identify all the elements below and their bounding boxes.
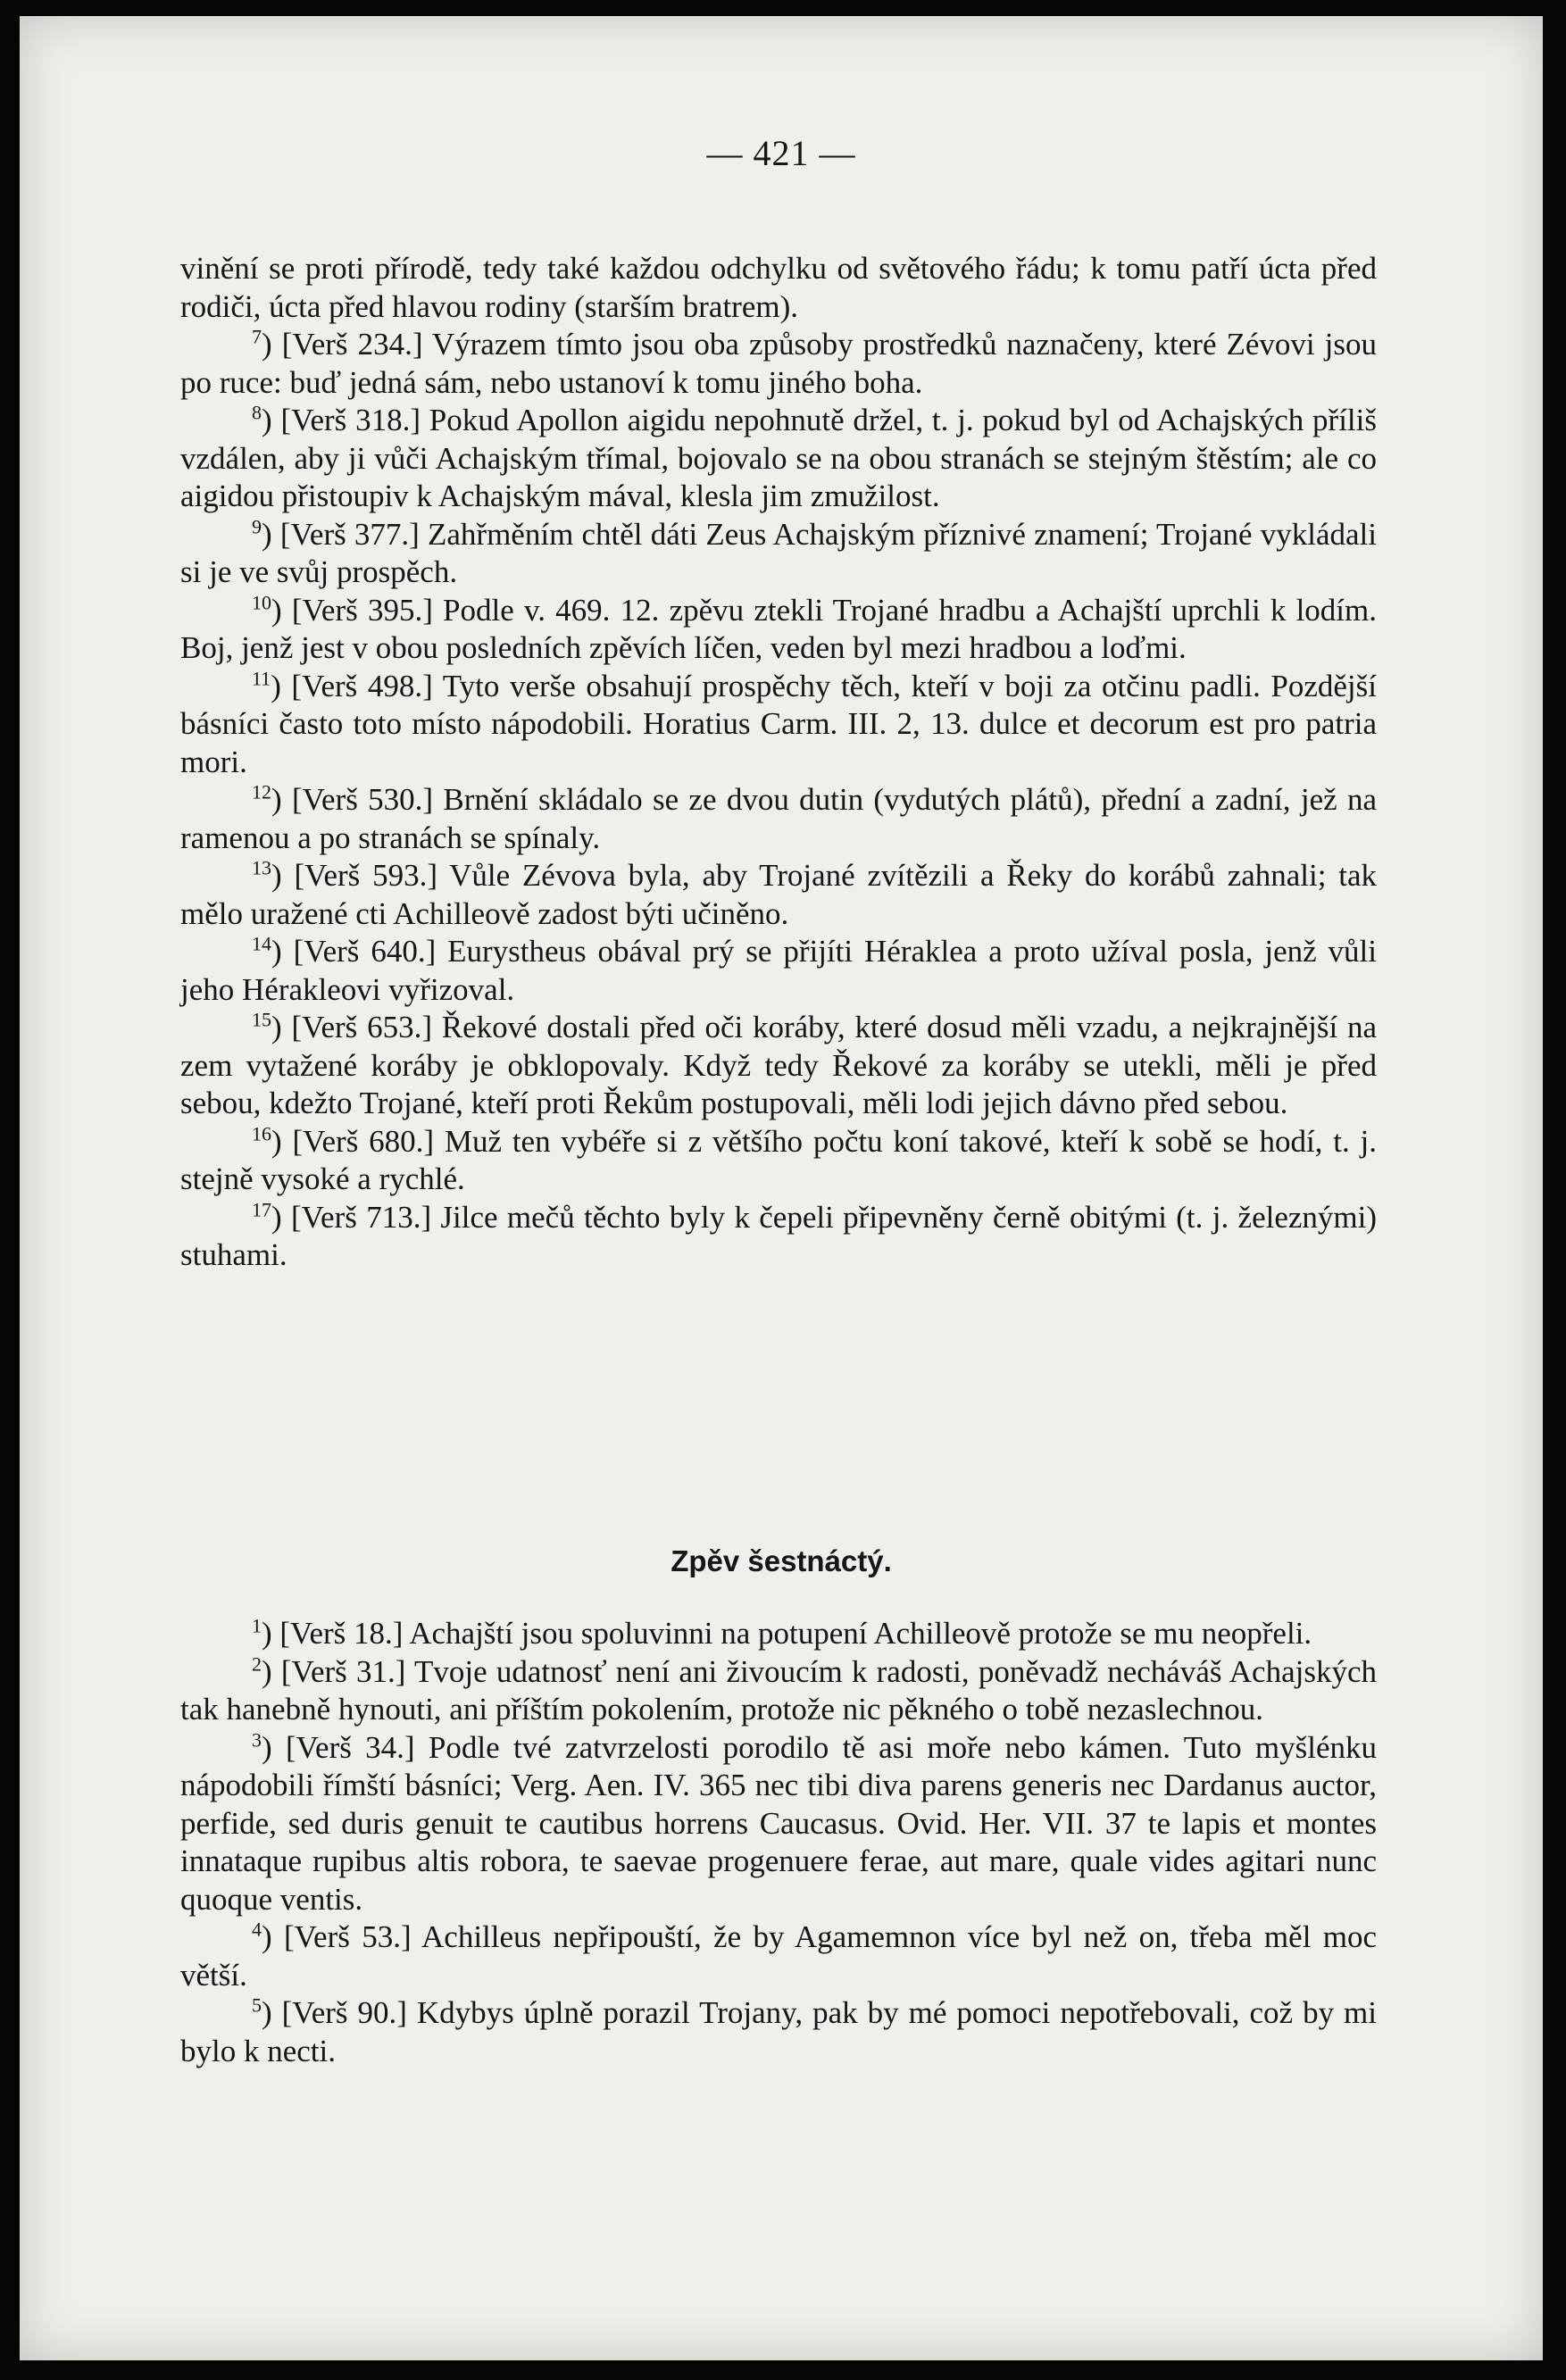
footnote-paren: ) [262, 1653, 281, 1689]
footnote-text: [Verš 653.] Řekové dostali před oči koráby, které dosud měli vzadu, a nejkrajnější na zem vytažené koráby je obklopovaly. Když tedy Řekové za koráby se utekli, měli je před sebou, kdežto Trojané, kteří proti Řekům postupovali, měli lodi jejich dávno před sebou. [180, 1010, 1378, 1120]
footnote-number: 17 [252, 1197, 271, 1220]
footnote-number: 5 [252, 1993, 262, 2017]
footnote-text: [Verš 34.] Podle tvé zatvrzelosti porodilo tě asi moře nebo kámen. Tuto myšlénku nápodobili římští básníci; Verg. Aen. IV. 365 nec tibi diva parens generis nec Dardanus auctor, perfide, sed duris genuit te cautibus horrens Caucasus. Ovid. Her. VII. 37 te lapis et montes innataque rupibus altis robora, te saevae progenuere ferae, aut mare, quale vides agitari nunc quoque ventis. [180, 1729, 1378, 1917]
footnote-text: [Verš 530.] Brnění skládalo se ze dvou dutin (vydutých plátů), přední a zadní, jež na ramenou a po stranách se spínaly. [180, 782, 1377, 855]
footnote [180, 1123, 1377, 1199]
footnote-text: [Verš 640.] Eurystheus obával prý se přijíti Hérakleа a proto užíval posla, jenž vůli jeho Hérakleovi vyřizoval. [180, 934, 1378, 1007]
footnote-paren: ) [262, 1616, 280, 1651]
footnote-number: 16 [252, 1121, 271, 1144]
footnote [180, 1918, 1377, 1994]
footnote-text: [Verš 593.] Vůle Zévova byla, aby Trojané zvítězili a Řeky do korábů zahnali; tak mělo uražené cti Achilleově zadost býti učiněno. [180, 858, 1377, 931]
footnote-number: 14 [252, 932, 271, 955]
footnote-number: 2 [252, 1652, 262, 1675]
footnote-number: 12 [252, 780, 271, 803]
footnote-number: 9 [252, 514, 262, 537]
book-page [20, 16, 1543, 2360]
footnote-paren: ) [262, 1919, 284, 1954]
footnote [180, 516, 1377, 592]
footnote-number: 7 [252, 325, 262, 348]
footnote-paren: ) [262, 1729, 286, 1765]
footnote [180, 1729, 1377, 1919]
footnote-number: 4 [252, 1918, 262, 1941]
footnote-paren: ) [262, 1995, 282, 2030]
footnote-text: [Verš 31.] Tvoje udatnosť není ani živoucím k radosti, poněvadž necháváš Achajských tak hanebně hynouti, ani příštím pokolením, protože nic pěkného o tobě nezaslechnou. [180, 1653, 1377, 1727]
notes-block-bottom [180, 1615, 1377, 2070]
footnote [180, 857, 1377, 933]
footnote [180, 1009, 1377, 1123]
footnote-text: [Verš 318.] Pokud Apollon aigidu nepohnutě držel, t. j. pokud byl od Achajských příliš vzdálen, aby ji vůči Achajským třímal, bojovalo se na obou stranách se stejným štěstím; ale co aigidou přistoupiv k Achajským mával, klesla jim zmužilost. [180, 403, 1377, 513]
footnote-number: 1 [252, 1614, 262, 1637]
footnote [180, 1653, 1377, 1729]
footnote-number: 8 [252, 401, 262, 424]
footnote-paren: ) [262, 516, 280, 552]
footnote-paren: ) [271, 592, 292, 628]
footnote [180, 592, 1377, 668]
continuation-paragraph: vinění se proti přírodě, tedy také každou odchylku od světového řádu; k tomu patří úcta před rodiči, úcta před hlavou rodiny (starším bratrem). [180, 251, 1377, 324]
page-number: — 421 — [706, 133, 856, 173]
footnote-number: 13 [252, 856, 271, 879]
footnote-paren: ) [271, 1199, 291, 1235]
footnote [180, 326, 1377, 402]
footnote-number: 10 [252, 590, 271, 613]
notes-block-top [180, 250, 1377, 1275]
footnote-paren: ) [271, 1123, 293, 1159]
footnote-paren: ) [262, 327, 282, 362]
footnote-text: [Verš 90.] Kdybys úplně porazil Trojany, pak by mé pomoci nepotřebovali, což by mi bylo k necti. [180, 1995, 1378, 2068]
footnote-text: [Verš 53.] Achilleus nepřipouští, že by Agamemnon více byl než on, třeba měl moc větší. [180, 1919, 1378, 1993]
footnote [180, 1994, 1377, 2070]
footnote-text: [Verš 395.] Podle v. 469. 12. zpěvu ztekli Trojané hradbu a Achajští uprchli k lodím. Boj, jenž jest v obou posledních zpěvích líčen, veden byl mezi hradbou a loďmi. [180, 592, 1377, 665]
footnote-number: 15 [252, 1008, 271, 1031]
footnote-text: [Verš 680.] Muž ten vybéře si z většího počtu koní takové, kteří k sobě se hodí, t. j. stejně vysoké a rychlé. [180, 1123, 1377, 1196]
footnote-paren: ) [271, 668, 292, 703]
footnote [180, 1199, 1377, 1275]
footnote-paren: ) [271, 934, 294, 969]
footnote [180, 668, 1377, 782]
footnote-text: [Verš 498.] Tyto verše obsahují prospěchy těch, kteří v boji za otčinu padli. Pozdější básníci často toto místo nápodobili. Horatius Carm. III. 2, 13. dulce et decorum est pro patria mori. [180, 668, 1378, 779]
footnote [180, 1615, 1377, 1653]
footnote [180, 933, 1377, 1009]
footnote [180, 781, 1377, 857]
footnote-text: [Verš 713.] Jilce mečů těchto byly k čepeli připevněny černě obitými (t. j. železnými) stuhami. [180, 1199, 1378, 1272]
footnote [180, 402, 1377, 516]
footnote-number: 3 [252, 1727, 262, 1751]
footnote-paren: ) [262, 403, 281, 437]
section-heading: Zpěv šestnáctý. [671, 1544, 892, 1577]
footnote-paren: ) [271, 1010, 292, 1044]
footnote-paren: ) [271, 782, 292, 817]
footnote-number: 11 [252, 666, 271, 689]
footnote-text: [Verš 234.] Výrazem tímto jsou oba způsoby prostředků naznačeny, které Zévovi jsou po ruce: buď jedná sám, nebo ustanoví k tomu jiného boha. [180, 327, 1377, 400]
footnote-paren: ) [271, 858, 295, 893]
footnote-text: [Verš 18.] Achajští jsou spoluvinni na potupení Achilleově protože se mu neopřeli. [279, 1616, 1312, 1651]
footnote-text: [Verš 377.] Zahřměním chtěl dáti Zeus Achajským příznivé znamení; Trojané vykládali si je ve svůj prospěch. [180, 516, 1378, 589]
